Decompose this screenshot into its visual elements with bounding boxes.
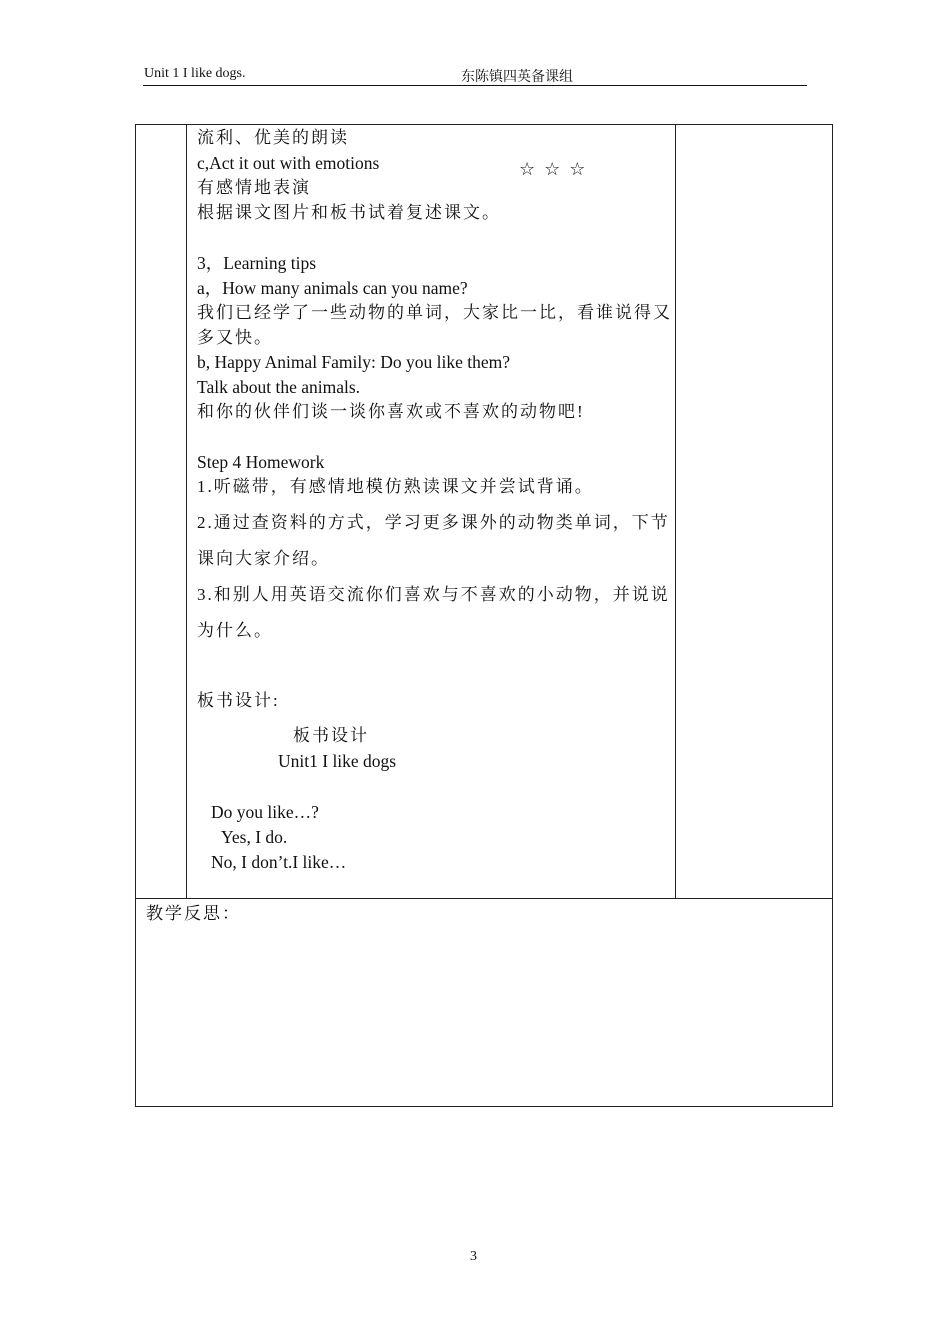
homework-item: 2.通过查资料的方式，学习更多课外的动物类单词，下节 (197, 513, 670, 532)
table-row-divider (136, 898, 832, 899)
board-design-title: 板书设计 (293, 726, 369, 745)
board-design-unit: Unit1 I like dogs (278, 751, 397, 771)
text-line: 流利、优美的朗读 (197, 128, 349, 147)
board-design-line: Yes, I do. (221, 827, 288, 847)
page-header-right: 东陈镇四英备课组 (461, 70, 573, 85)
board-design-label: 板书设计: (197, 691, 280, 710)
text-line: b, Happy Animal Family: Do you like them? (197, 352, 511, 372)
text-line: 有感情地表演 (197, 178, 311, 197)
page-number: 3 (470, 1249, 477, 1264)
text-line: 我们已经学了一些动物的单词，大家比一比，看谁说得又 (197, 303, 672, 322)
section-title-learning-tips: 3，Learning tips (197, 253, 317, 273)
section-title-homework: Step 4 Homework (197, 452, 325, 472)
reflection-label: 教学反思： (146, 904, 241, 923)
text-line: Talk about the animals. (197, 377, 361, 397)
header-rule (143, 85, 807, 86)
table-column-divider-right (675, 125, 676, 899)
board-design-line: Do you like…? (211, 802, 319, 822)
homework-item: 课向大家介绍。 (197, 549, 330, 568)
rating-stars: ☆☆☆ (519, 159, 595, 180)
homework-item: 1.听磁带，有感情地模仿熟读课文并尝试背诵。 (197, 477, 594, 496)
page-header-left: Unit 1 I like dogs. (144, 66, 246, 81)
table-column-divider-left (186, 125, 187, 899)
text-line: 多又快。 (197, 328, 273, 347)
text-line: a，How many animals can you name? (197, 278, 468, 298)
homework-item: 为什么。 (197, 621, 273, 640)
lesson-table (135, 124, 833, 1107)
text-line: 和你的伙伴们谈一谈你喜欢或不喜欢的动物吧! (197, 402, 585, 421)
homework-item: 3.和别人用英语交流你们喜欢与不喜欢的小动物，并说说 (197, 585, 670, 604)
text-line: 根据课文图片和板书试着复述课文。 (197, 203, 501, 222)
board-design-line: No, I don’t.I like… (211, 852, 347, 872)
text-line: c,Act it out with emotions (197, 153, 380, 173)
